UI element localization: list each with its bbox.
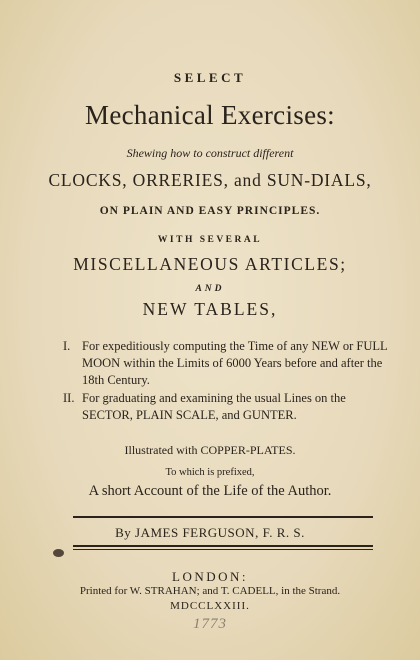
account-line: A short Account of the Life of the Author. — [88, 483, 332, 499]
title-select: SELECT — [173, 70, 247, 85]
divider-bottom — [73, 545, 373, 547]
subtitle-and: AND — [195, 284, 225, 294]
item-number: I. — [63, 339, 71, 353]
subtitle-clocks: CLOCKS, ORRERIES, and SUN-DIALS, — [48, 170, 372, 190]
illustrated-note: Illustrated with COPPER-PLATES. — [124, 443, 296, 457]
author-line: By JAMES FERGUSON, F. R. S. — [115, 525, 305, 540]
list-item — [63, 338, 390, 389]
prefixed-note: To which is prefixed, — [165, 467, 255, 478]
subtitle-new-tables: NEW TABLES, — [142, 299, 278, 319]
subtitle-shewing: Shewing how to construct different — [126, 146, 294, 160]
divider-bottom-thin — [73, 549, 373, 550]
ink-blot — [53, 549, 64, 557]
handwritten-year: 1773 — [193, 616, 227, 632]
subtitle-with-several: WITH SEVERAL — [157, 235, 263, 245]
title-main: Mechanical Exercises: — [85, 100, 335, 130]
list-item — [63, 390, 390, 424]
item-number: II. — [63, 391, 75, 405]
item-text: For expeditiously computing the Time of any NEW or FULL MOON within the Limits of 6000 Years before and after the 18th Century. — [82, 339, 388, 387]
imprint-roman-year: MDCCLXXIII. — [170, 600, 250, 612]
imprint-city: LONDON: — [172, 569, 248, 584]
divider-top — [73, 516, 373, 518]
subtitle-principles: ON PLAIN AND EASY PRINCIPLES. — [99, 205, 321, 217]
item-text: For graduating and examining the usual Lines on the SECTOR, PLAIN SCALE, and GUNTER. — [82, 391, 346, 422]
subtitle-miscellaneous: MISCELLANEOUS ARTICLES; — [73, 254, 347, 274]
imprint-printers: Printed for W. STRAHAN; and T. CADELL, in the Strand. — [79, 585, 341, 597]
